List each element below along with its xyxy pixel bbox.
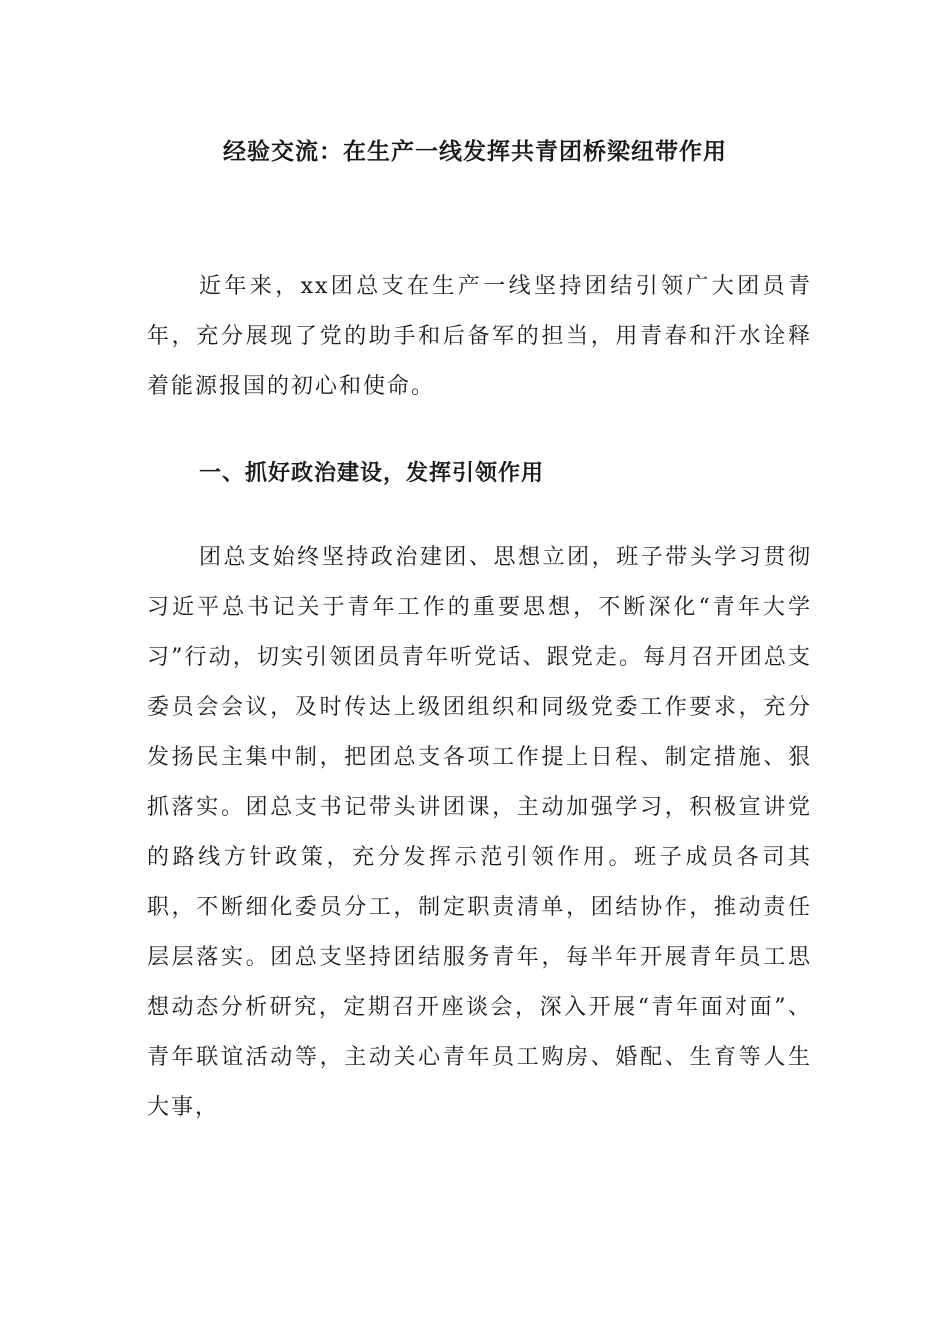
- document-title: 经验交流：在生产一线发挥共青团桥梁纽带作用: [223, 138, 727, 165]
- intro-paragraph: 近年来，xx团总支在生产一线坚持团结引领广大团员青年，充分展现了党的助手和后备军的担当，用青春和汗水诠释着能源报国的初心和使命。: [147, 274, 812, 399]
- section-1-body: 团总支始终坚持政治建团、思想立团，班子带头学习贯彻习近平总书记关于青年工作的重要思想，不断深化“青年大学习”行动，切实引领团员青年听党话、跟党走。每月召开团总支委员会会议，及时传达上级团组织和同级党委工作要求，充分发扬民主集中制，把团总支各项工作提上日程、制定措施、狠抓落实。团总支书记带头讲团课，主动加强学习，积极宣讲党的路线方针政策，充分发挥示范引领作用。班子成员各司其职，不断细化委员分工，制定职责清单，团结协作，推动责任层层落实。团总支坚持团结服务青年，每半年开展青年员工思想动态分析研究，定期召开座谈会，深入开展“青年面对面”、青年联谊活动等，主动关心青年员工购房、婚配、生育等人生大事，: [147, 545, 812, 1120]
- section-1-heading: 一、抓好政治建设，发挥引领作用: [199, 460, 545, 486]
